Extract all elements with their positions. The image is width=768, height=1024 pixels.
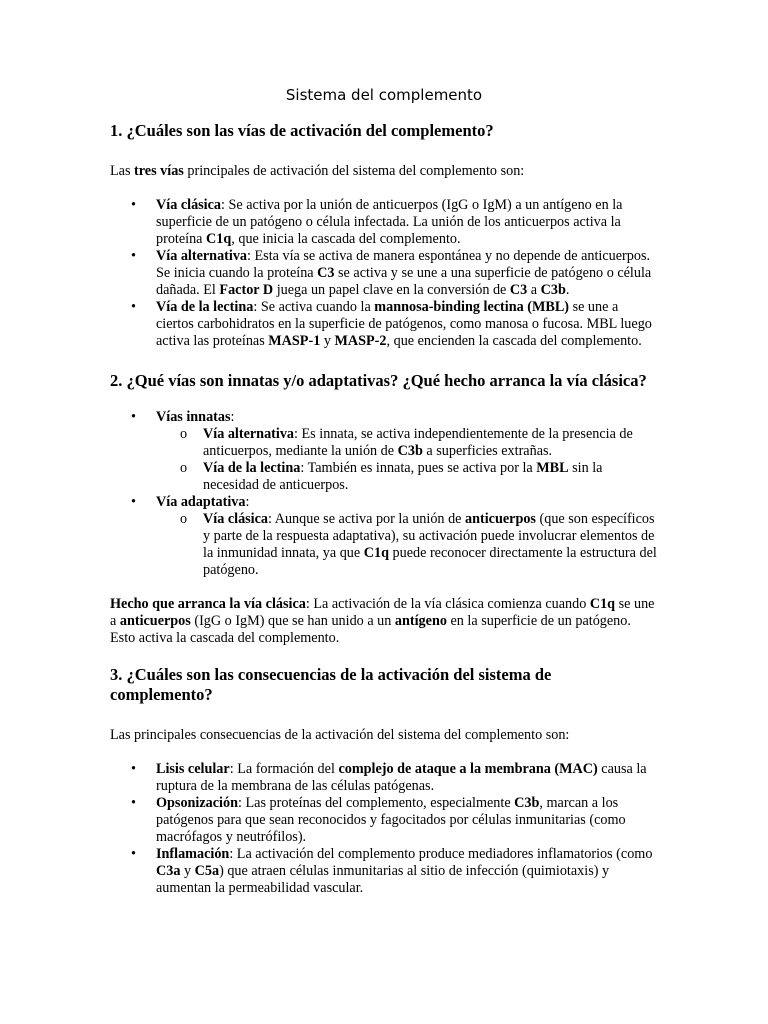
bold-term: C1q <box>206 231 232 247</box>
document-title: Sistema del complemento <box>285 86 483 104</box>
bold-term: Factor D <box>219 282 274 298</box>
bold-term: C1q <box>589 596 616 612</box>
list-item-label: Vía adaptativa: <box>156 494 250 510</box>
bold-term: C3b <box>397 443 423 459</box>
bold-term: Vía alternativa <box>203 426 295 442</box>
section-1-intro: Las tres vías principales de activación del sistema del complemento son: <box>110 163 525 179</box>
sublist-item-via-lectina: o Vía de la lectina: También es innata, pues se activa por la MBL sin la necesidad de anticuerpos. <box>156 460 658 494</box>
bold-term: Opsonización <box>156 795 238 811</box>
section-3-list <box>110 761 658 897</box>
section-1-list <box>110 197 658 350</box>
section-1 <box>110 121 658 350</box>
list-item-via-adaptativa <box>110 494 658 579</box>
bold-term: C3 <box>317 265 335 281</box>
bold-term: Inflamación <box>156 846 230 862</box>
document-body <box>110 121 658 897</box>
section-3 <box>110 665 658 897</box>
bold-term: C1q <box>363 545 389 561</box>
bold-term: C3b <box>540 282 566 298</box>
bold-term: complejo de ataque a la membrana (MAC) <box>338 761 598 777</box>
list-item-inflamacion: • Inflamación: La activación del complemento produce mediadores inflamatorios (como C3a y C5a) que atraen células inmunitarias al sitio de infección (quimiotaxis) y aumentan la permeabilidad vascular. <box>110 846 658 897</box>
list-item-via-clasica: • Vía clásica: Se activa por la unión de anticuerpos (IgG o IgM) a un antígeno en la superficie de un patógeno o célula infectada. La unión de los anticuerpos activa la proteína C1q, que inicia la cascada del complemento. <box>110 197 658 248</box>
bold-term: tres vías <box>134 163 184 179</box>
bold-term: anticuerpos <box>465 511 536 527</box>
bold-term: MASP-1 <box>268 333 321 349</box>
sublist-adaptativa <box>156 511 658 579</box>
bold-term: C3a <box>156 863 181 879</box>
bold-term: Vía de la lectina <box>203 460 301 476</box>
bold-term: MBL <box>536 460 569 476</box>
section-2 <box>110 371 658 647</box>
section-2-heading: 2. ¿Qué vías son innatas y/o adaptativas? ¿Qué hecho arranca la vía clásica? <box>110 371 647 390</box>
bold-term: C3b <box>514 795 540 811</box>
section-3-heading: 3. ¿Cuáles son las consecuencias de la activación del sistema de complemento? <box>110 665 552 704</box>
bold-term: Hecho que arranca la vía clásica <box>110 596 306 612</box>
bold-term: Vía alternativa <box>156 248 248 264</box>
bold-term: Vía clásica <box>203 511 269 527</box>
bold-term: C3 <box>509 282 528 298</box>
bold-term: antígeno <box>394 613 447 629</box>
bold-term: Vía de la lectina <box>156 299 254 315</box>
bold-term: MASP-2 <box>334 333 387 349</box>
bold-term: Vía adaptativa <box>156 494 246 510</box>
list-item-via-alternativa: • Vía alternativa: Esta vía se activa de manera espontánea y no depende de anticuerpos. Se inicia cuando la proteína C3 se activa y se une a una superficie de patógeno o célula dañada. El Factor D juega un papel clave en la conversión de C3 a C3b. <box>110 248 658 299</box>
sublist-item-via-clasica: o Vía clásica: Aunque se activa por la unión de anticuerpos (que son específicos y parte de la respuesta adaptativa), su activación puede involucrar elementos de la inmunidad innata, ya que C1q puede reconocer directamente la estructura del patógeno. <box>156 511 658 579</box>
section-3-intro: Las principales consecuencias de la activación del sistema del complemento son: <box>110 727 570 743</box>
bold-term: Lisis celular <box>156 761 230 777</box>
list-item-label: Vías innatas: <box>156 409 235 425</box>
bold-term: anticuerpos <box>119 613 191 629</box>
sublist-innatas <box>156 426 658 494</box>
section-2-list <box>110 409 658 579</box>
bold-term: Vía clásica <box>156 197 222 213</box>
list-item-vias-innatas <box>110 409 658 494</box>
sublist-item-via-alternativa: o Vía alternativa: Es innata, se activa independientemente de la presencia de anticuerpos, mediante la unión de C3b a superficies extrañas. <box>156 426 658 460</box>
list-item-lisis-celular: • Lisis celular: La formación del complejo de ataque a la membrana (MAC) causa la ruptura de la membrana de las células patógenas. <box>110 761 658 795</box>
list-item-via-lectina: • Vía de la lectina: Se activa cuando la mannosa-binding lectina (MBL) se une a ciertos carbohidratos en la superficie de patógenos, como manosa o fucosa. MBL luego activa las proteínas MASP-1 y MASP-2, que encienden la cascada del complemento. <box>110 299 658 350</box>
bold-term: Vías innatas <box>156 409 231 425</box>
bold-term: mannosa-binding lectina (MBL) <box>374 299 570 315</box>
section-2-outro: Hecho que arranca la vía clásica: La activación de la vía clásica comienza cuando C1q se une a anticuerpos (IgG o IgM) que se han unido a un antígeno en la superficie de un patógeno. Esto activa la cascada del complemento. <box>110 596 655 646</box>
bold-term: C5a <box>194 863 220 879</box>
list-item-opsonizacion: • Opsonización: Las proteínas del complemento, especialmente C3b, marcan a los patógenos para que sean reconocidos y fagocitados por células inmunitarias (como macrófagos y neutrófilos). <box>110 795 658 846</box>
section-1-heading: 1. ¿Cuáles son las vías de activación del complemento? <box>110 121 494 140</box>
